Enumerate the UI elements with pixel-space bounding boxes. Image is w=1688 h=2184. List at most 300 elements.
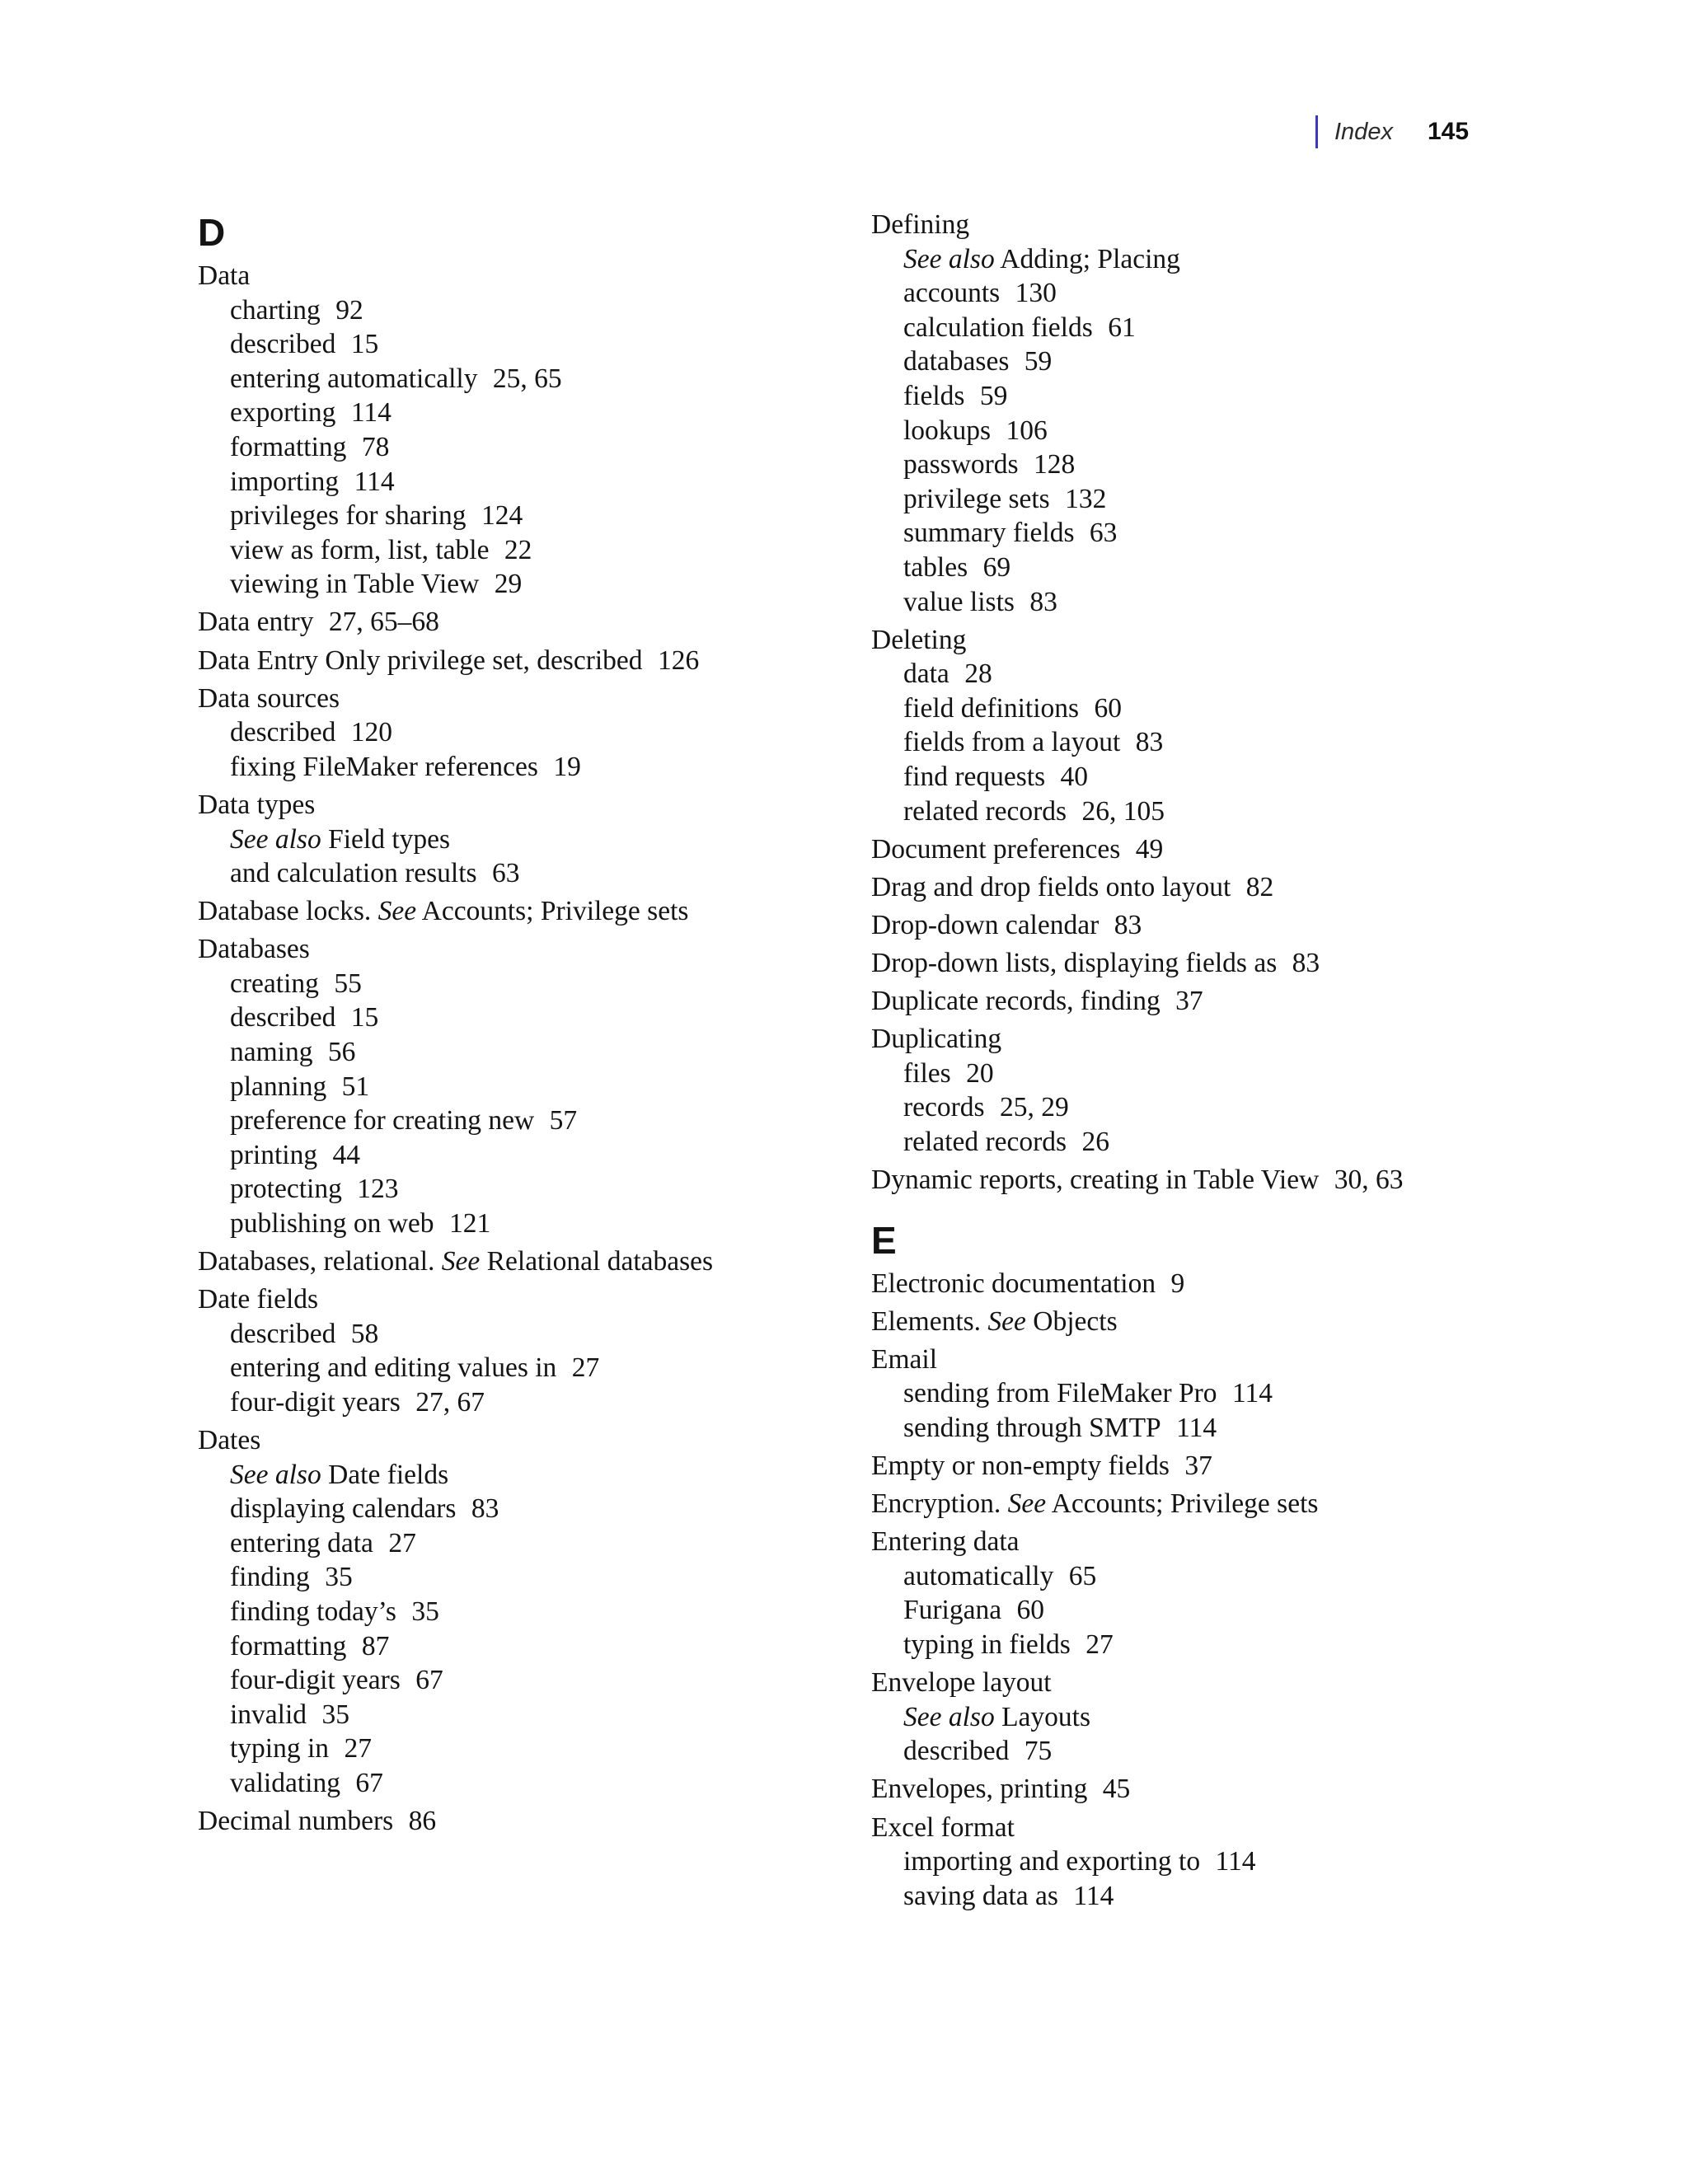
subentry-text: formatting [230,431,347,462]
page-number: 145 [1427,118,1470,145]
subentry-text: tables [903,551,968,583]
subentry-text: displaying calendars [230,1493,457,1525]
index-subentry [871,344,1613,379]
index-subentry [871,585,1613,620]
index-subentry [871,1057,1613,1091]
index-subentry [198,1732,857,1766]
see-also-label: See also [230,1459,321,1490]
index-term: Data Entry Only privilege set, described [198,644,643,676]
subentry-text: typing in [230,1733,330,1765]
page-reference: 114 [1215,1846,1256,1877]
subentry-text: protecting [230,1174,342,1205]
page-reference: 87 [361,1630,390,1661]
subentry-text: sending through SMTP [903,1413,1161,1443]
index-subentry [871,1844,1613,1879]
page-reference: 45 [1102,1774,1131,1805]
index-subentry [198,1317,857,1352]
index-main-line [198,894,857,929]
subentry-text: described [230,1002,336,1033]
page-reference: 63 [491,858,520,889]
page-reference: 29 [494,569,523,600]
index-subentry [198,1663,857,1698]
page-reference: 35 [321,1699,349,1730]
index-entry [198,1804,857,1839]
index-entry [871,208,1613,619]
page-reference: 82 [1245,871,1274,902]
index-subentry [871,1125,1613,1160]
index-term: Dynamic reports, creating in Table View [871,1165,1320,1196]
see-reference-target: Objects [1033,1305,1118,1337]
index-subentry [871,414,1613,448]
page-reference: 78 [361,431,390,462]
page-reference: 40 [1060,762,1089,792]
index-main-line [871,623,1613,658]
subentry-text: accounts [903,278,1001,309]
page-reference: 60 [1016,1595,1045,1626]
index-term: Excel format [871,1811,1015,1843]
page-reference: 35 [411,1596,439,1628]
page-reference: 130 [1015,278,1057,309]
index-main-line [871,208,1613,242]
index-subentry [198,856,857,891]
index-main-line [871,984,1613,1019]
index-term: Deleting [871,624,967,655]
page-reference: 67 [415,1665,443,1696]
index-main-line [198,644,857,678]
see-reference-target: Accounts; Privilege sets [1051,1488,1319,1520]
page-reference: 128 [1034,449,1076,480]
index-subentry [198,1207,857,1241]
index-main-line [871,1487,1613,1521]
page-reference: 60 [1094,692,1122,724]
index-entry [871,946,1613,981]
index-term: Envelopes, printing [871,1774,1088,1805]
index-entry [871,1163,1613,1197]
subentry-text: viewing in Table View [230,569,480,600]
subentry-text: typing in fields [903,1629,1071,1661]
page-reference: 83 [1292,947,1320,978]
index-term: Dates [198,1425,261,1456]
index-entry [198,932,857,1240]
subentry-text: creating [230,968,319,999]
section-letter-heading: E [871,1218,897,1262]
index-subentry [198,327,857,362]
see-also-label: See also [903,243,995,274]
index-column-left [198,208,857,1839]
index-subentry [198,1526,857,1561]
index-main-line [198,932,857,967]
index-entry [198,682,857,785]
index-term: Data [198,260,251,291]
index-entry [871,623,1613,829]
page-reference: 63 [1089,518,1118,549]
index-entry [871,1343,1613,1446]
subentry-text: invalid [230,1699,307,1730]
subentry-text: importing and exporting to [903,1846,1201,1877]
index-entry [871,1267,1613,1301]
index-main-line [871,832,1613,867]
index-subentry [871,1090,1613,1125]
index-subentry [871,1593,1613,1628]
subentry-text: printing [230,1139,318,1170]
page-reference: 15 [350,329,379,360]
index-main-line [871,1267,1613,1301]
index-subentry [198,293,857,328]
subentry-text: four-digit years [230,1387,401,1418]
page-reference: 124 [481,500,523,532]
index-subentry [198,1458,857,1493]
index-subentry [871,242,1613,277]
index-term: Date fields [198,1284,319,1315]
index-main-line [871,1163,1613,1197]
subentry-text: described [230,329,336,360]
see-also-label: See also [230,823,321,855]
subentry-text: and calculation results [230,858,477,889]
see-also-label: See also [903,1701,995,1732]
subentry-text: entering automatically [230,363,478,394]
subentry-text: records [903,1092,985,1123]
page-reference: 132 [1065,483,1107,514]
index-entry [871,908,1613,943]
page-reference: 26, 105 [1081,795,1165,827]
index-subentry [198,967,857,1001]
index-term: Empty or non-empty fields [871,1451,1170,1482]
index-term: Databases [198,934,310,965]
subentry-text: calculation fields [903,312,1093,343]
index-subentry [198,750,857,785]
page-reference: 30, 63 [1334,1165,1404,1196]
see-reference-label: See [441,1246,481,1277]
index-entry [198,605,857,640]
index-subentry [198,1070,857,1104]
see-reference-label: See [1007,1488,1047,1520]
index-subentry [198,1698,857,1732]
subentry-text: find requests [903,762,1046,792]
subentry-text: Layouts [1001,1701,1091,1732]
index-term: Data entry [198,607,314,638]
page-reference: 123 [357,1174,399,1205]
index-term: Encryption. [871,1488,1001,1520]
index-subentry [198,499,857,533]
index-subentry [871,379,1613,414]
subentry-text: Field types [328,823,451,855]
index-entry [198,1423,857,1801]
index-main-line [871,1772,1613,1807]
index-main-line [871,946,1613,981]
index-term: Duplicating [871,1024,1002,1055]
page-reference: 28 [964,658,992,690]
index-main-line [198,788,857,823]
index-subentry [198,567,857,602]
subentry-text: entering data [230,1527,373,1558]
subentry-text: four-digit years [230,1665,401,1696]
subentry-text: exporting [230,397,336,429]
page-reference: 59 [1024,346,1053,377]
see-reference-label: See [987,1305,1026,1337]
index-main-line [198,1423,857,1458]
index-subentry [198,362,857,396]
section-title: Index [1334,118,1393,145]
index-term: Envelope layout [871,1667,1052,1699]
index-term: Drop-down lists, displaying fields as [871,947,1278,978]
index-term: Elements. [871,1305,982,1337]
index-subentry [198,1351,857,1385]
index-term: Database locks. [198,896,372,927]
index-subentry [198,1492,857,1526]
index-main-line [871,908,1613,943]
page-reference: 114 [1073,1880,1114,1911]
page-reference: 44 [332,1139,360,1170]
index-entry [198,788,857,891]
index-entry [871,1022,1613,1159]
index-main-line [198,605,857,640]
page-reference: 106 [1006,415,1048,446]
subentry-text: view as form, list, table [230,534,490,565]
index-term: Duplicate records, finding [871,986,1160,1017]
subentry-text: described [230,717,336,748]
subentry-text: finding today’s [230,1596,396,1628]
page-reference: 9 [1170,1268,1185,1299]
index-term: Entering data [871,1526,1020,1558]
subentry-text: passwords [903,449,1019,480]
index-subentry [871,1879,1613,1914]
index-entry [871,832,1613,867]
subentry-text: preference for creating new [230,1105,535,1137]
index-entry [871,870,1613,905]
index-entry [871,1487,1613,1521]
page-reference: 27 [571,1352,600,1384]
index-entry [198,1244,857,1279]
page-reference: 26 [1081,1126,1110,1157]
index-main-line [871,870,1613,905]
index-subentry [871,551,1613,585]
index-entry [198,259,857,602]
page-reference: 114 [1176,1413,1217,1443]
see-reference-label: See [377,896,417,927]
subentry-text: automatically [903,1560,1054,1591]
subentry-text: fields [903,380,965,411]
page-reference: 22 [504,534,532,565]
page-reference: 58 [350,1318,379,1349]
index-subentry [871,760,1613,794]
index-term: Electronic documentation [871,1268,1156,1299]
index-main-line [198,1804,857,1839]
index-subentry [871,1700,1613,1735]
subentry-text: fields from a layout [903,727,1121,758]
index-main-line [198,1282,857,1317]
index-entry [198,644,857,678]
index-subentry [198,465,857,499]
index-term: Data types [198,789,316,820]
subentry-text: field definitions [903,692,1080,724]
subentry-text: described [903,1736,1010,1767]
subentry-text: related records [903,795,1067,827]
index-main-line [871,1343,1613,1377]
index-subentry [198,1138,857,1173]
index-term: Databases, relational. [198,1246,435,1277]
page-reference: 92 [335,294,363,326]
index-term: Defining [871,209,970,240]
index-entry [871,1666,1613,1769]
index-main-line [198,682,857,716]
index-subentry [198,533,857,568]
subentry-text: Date fields [328,1459,449,1490]
index-subentry [198,396,857,430]
subentry-text: related records [903,1126,1067,1157]
see-reference-target: Accounts; Privilege sets [421,896,689,927]
index-subentry [871,1411,1613,1446]
page-reference: 86 [408,1806,437,1837]
page-reference: 27, 67 [415,1387,485,1418]
index-subentry [871,448,1613,482]
page-reference: 114 [354,466,395,497]
index-subentry [871,276,1613,311]
page-reference: 27, 65–68 [328,607,439,638]
index-subentry [871,482,1613,517]
page-reference: 25, 65 [492,363,562,394]
index-subentry [198,1629,857,1664]
page-reference: 56 [327,1037,356,1068]
page-reference: 15 [350,1002,379,1033]
subentry-text: fixing FileMaker references [230,751,538,782]
index-subentry [198,430,857,465]
page-reference: 49 [1135,833,1164,865]
page-reference: 51 [341,1071,370,1102]
index-subentry [871,311,1613,345]
index-subentry [871,691,1613,726]
subentry-text: Adding; Placing [1000,243,1180,274]
index-main-line [871,1022,1613,1057]
index-term: Data sources [198,682,340,714]
page-reference: 27 [1085,1629,1114,1661]
index-subentry [871,516,1613,551]
subentry-text: importing [230,466,340,497]
subentry-text: files [903,1057,951,1089]
index-main-line [871,1305,1613,1339]
index-term: Document preferences [871,833,1121,865]
page-reference: 69 [982,551,1011,583]
page-reference: 37 [1175,986,1203,1017]
subentry-text: databases [903,346,1010,377]
page-reference: 25, 29 [1000,1092,1069,1123]
subentry-text: data [903,658,950,690]
index-entry [198,894,857,929]
page-reference: 126 [657,644,700,676]
page-reference: 20 [966,1057,994,1089]
page-reference: 121 [448,1208,491,1240]
index-subentry [198,1560,857,1595]
subentry-text: finding [230,1562,310,1593]
subentry-text: naming [230,1037,313,1068]
index-term: Drop-down calendar [871,909,1100,940]
index-subentry [871,1376,1613,1411]
page-reference: 19 [553,751,581,782]
index-subentry [871,725,1613,760]
index-subentry [198,1035,857,1070]
index-main-line [198,259,857,293]
subentry-text: lookups [903,415,992,446]
subentry-text: sending from FileMaker Pro [903,1378,1217,1409]
index-subentry [871,794,1613,829]
page-reference: 27 [344,1733,372,1765]
page-reference: 65 [1068,1560,1097,1591]
index-term: Decimal numbers [198,1806,394,1837]
index-subentry [198,1001,857,1035]
subentry-text: entering and editing values in [230,1352,557,1384]
subentry-text: validating [230,1768,340,1799]
page-reference: 35 [325,1562,353,1593]
page-reference: 83 [471,1493,499,1525]
index-subentry [198,1104,857,1138]
index-subentry [198,715,857,750]
subentry-text: Furigana [903,1595,1002,1626]
index-subentry [198,1385,857,1420]
subentry-text: described [230,1318,336,1349]
index-subentry [871,1734,1613,1769]
page-reference: 57 [549,1105,578,1137]
index-main-line [871,1811,1613,1845]
index-main-line [871,1666,1613,1700]
page-reference: 83 [1135,727,1164,758]
page-reference: 55 [334,968,362,999]
index-main-line [871,1449,1613,1483]
running-head [1315,114,1469,150]
page-reference: 83 [1029,586,1057,617]
page-reference: 83 [1114,909,1142,940]
subentry-text: summary fields [903,518,1075,549]
page-reference: 114 [350,397,392,429]
index-subentry [871,1559,1613,1594]
page-reference: 37 [1184,1451,1212,1482]
index-subentry [871,1628,1613,1662]
header-rule [1315,115,1318,148]
index-column-right [871,208,1613,1913]
subentry-text: planning [230,1071,327,1102]
page-reference: 75 [1024,1736,1053,1767]
page-reference: 114 [1231,1378,1273,1409]
subentry-text: charting [230,294,321,326]
index-term: Drag and drop fields onto layout [871,871,1231,902]
subentry-text: publishing on web [230,1208,434,1240]
subentry-text: value lists [903,586,1015,617]
see-reference-target: Relational databases [486,1246,714,1277]
section-letter-heading: D [198,211,226,254]
index-entry [871,1449,1613,1483]
index-subentry [198,1595,857,1629]
index-entry [871,1525,1613,1661]
page-reference: 27 [388,1527,416,1558]
subentry-text: saving data as [903,1880,1058,1911]
subentry-text: formatting [230,1630,347,1661]
index-entry [871,1811,1613,1914]
index-main-line [871,1525,1613,1559]
index-term: Email [871,1343,938,1375]
page-reference: 67 [355,1768,383,1799]
index-subentry [198,1172,857,1207]
subentry-text: privilege sets [903,483,1050,514]
page-reference: 61 [1108,312,1136,343]
page-reference: 120 [350,717,393,748]
index-subentry [871,657,1613,691]
index-subentry [198,1766,857,1801]
index-entry [198,1282,857,1419]
index-entry [871,1305,1613,1339]
index-subentry [198,823,857,857]
page-reference: 59 [979,380,1008,411]
index-entry [871,1772,1613,1807]
index-main-line [198,1244,857,1279]
subentry-text: privileges for sharing [230,500,467,532]
